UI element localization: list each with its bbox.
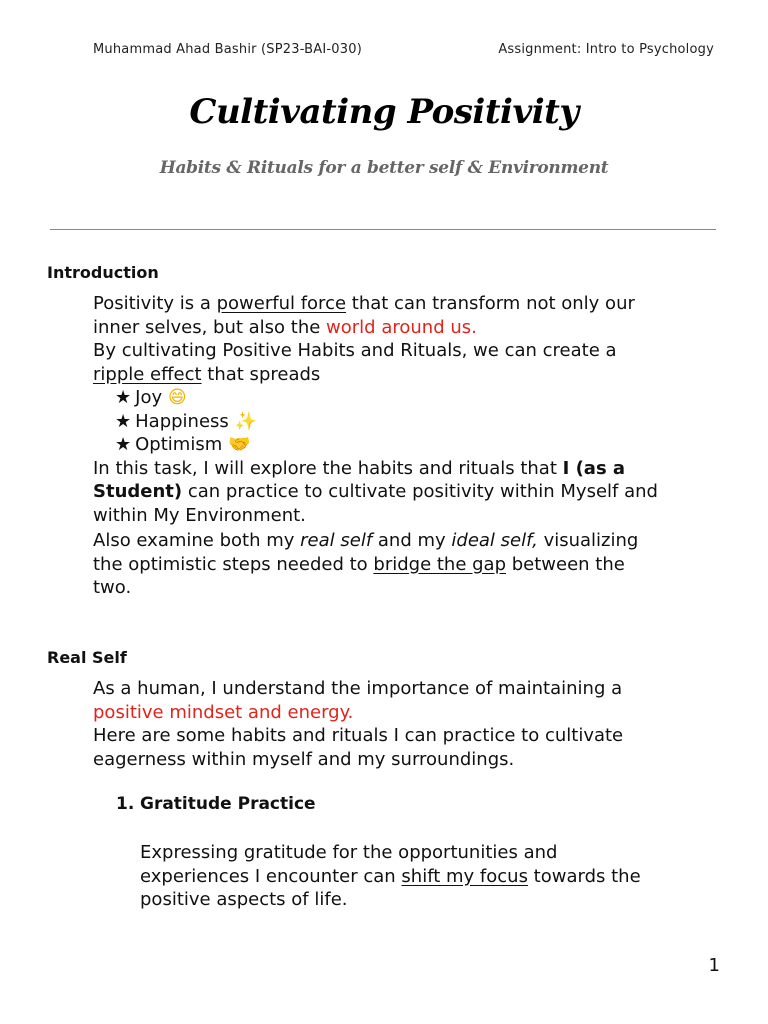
real-self-line-3: Here are some habits and rituals I can practice to cultivate xyxy=(93,725,624,746)
intro-line-4: ripple effect that spreads xyxy=(93,363,321,385)
intro-line-9: the optimistic steps needed to bridge the gap between the xyxy=(93,553,625,575)
underlined-phrase: shift my focus xyxy=(401,865,528,887)
introduction-body xyxy=(93,292,723,600)
list-item: ★ Joy 😄 xyxy=(115,387,187,408)
underlined-phrase: powerful force xyxy=(216,293,347,314)
intro-line-8: Also examine both my real self and my ideal self, visualizing xyxy=(93,530,639,551)
highlighted-phrase: positive mindset and energy. xyxy=(93,701,354,723)
gratitude-heading: 1. Gratitude Practice xyxy=(116,794,316,814)
real-self-heading: Real Self xyxy=(47,648,127,667)
underlined-phrase: bridge the gap xyxy=(373,553,507,575)
header-author: Muhammad Ahad Bashir (SP23-BAI-030) xyxy=(93,42,362,57)
real-self-body xyxy=(93,677,723,771)
sparkles-icon: ✨ xyxy=(234,410,257,432)
gratitude-line-1: Expressing gratitude for the opportunities and xyxy=(140,842,558,863)
list-item: ★ Optimism 🤝 xyxy=(115,434,251,455)
introduction-heading: Introduction xyxy=(47,263,159,282)
intro-line-5: In this task, I will explore the habits and rituals that I (as a xyxy=(93,457,626,479)
page-number: 1 xyxy=(708,955,720,976)
horizontal-divider xyxy=(50,229,716,230)
intro-line-1: Positivity is a powerful force that can transform not only our xyxy=(93,293,635,314)
underlined-phrase: ripple effect xyxy=(93,363,202,385)
star-icon: ★ xyxy=(115,434,132,455)
gratitude-line-2: experiences I encounter can shift my focus towards the xyxy=(140,865,641,887)
header-assignment: Assignment: Intro to Psychology xyxy=(498,42,714,57)
handshake-icon: 🤝 xyxy=(227,434,251,455)
grinning-face-icon: 😄 xyxy=(167,387,187,408)
intro-line-7: within My Environment. xyxy=(93,504,306,526)
list-item: ★ Happiness ✨ xyxy=(115,410,257,432)
gratitude-line-3: positive aspects of life. xyxy=(140,889,348,910)
intro-line-3: By cultivating Positive Habits and Rituals, we can create a xyxy=(93,340,617,361)
real-self-line-1: As a human, I understand the importance of maintaining a xyxy=(93,678,623,699)
list-number: 1. xyxy=(116,794,135,814)
gratitude-body xyxy=(140,841,740,912)
document-title: Cultivating Positivity xyxy=(189,92,579,132)
star-icon: ★ xyxy=(115,387,132,408)
document-subtitle: Habits & Rituals for a better self & Environment xyxy=(159,158,609,178)
real-self-line-4: eagerness within myself and my surroundings. xyxy=(93,748,515,770)
star-icon: ★ xyxy=(115,410,132,432)
highlighted-phrase: world around us. xyxy=(326,316,477,338)
intro-line-10: two. xyxy=(93,577,132,598)
intro-line-2: inner selves, but also the world around us. xyxy=(93,316,477,338)
intro-line-6: Student) can practice to cultivate positivity within Myself and xyxy=(93,481,658,502)
